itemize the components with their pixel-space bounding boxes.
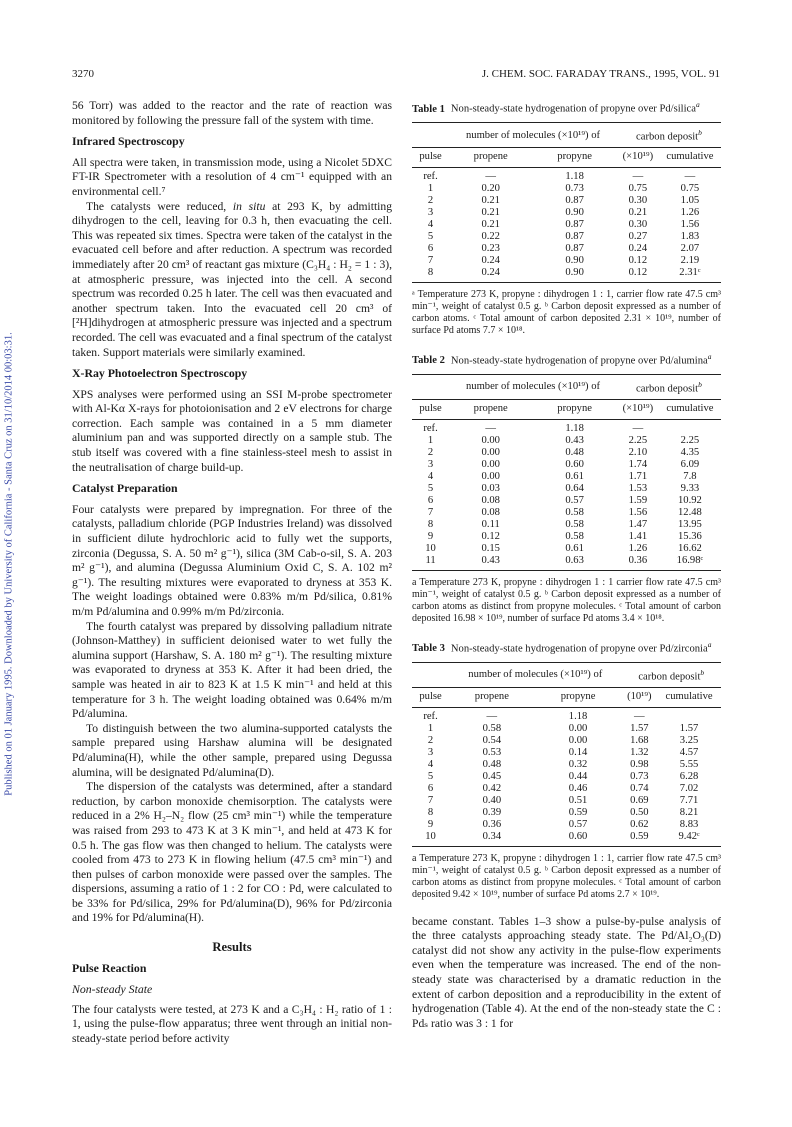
table-cell: 8 <box>427 518 434 530</box>
table-row <box>412 483 721 495</box>
table-cell: 0.15 <box>481 542 500 554</box>
table-title: Non-steady-state hydrogenation of propyne over Pd/alumina <box>450 355 708 367</box>
table-row <box>412 723 721 735</box>
table-cell <box>659 419 721 435</box>
table-cell: 8.21 <box>679 806 699 818</box>
table-cell: 0.73 <box>630 770 649 782</box>
header-carbon-label: carbon deposit <box>636 131 699 143</box>
table-cell: 2.19 <box>680 254 700 266</box>
table-cell: 0.60 <box>535 831 622 847</box>
table-cell: 0.58 <box>482 722 502 734</box>
table-row <box>412 207 721 219</box>
table-row <box>412 459 721 471</box>
table-cell: 0.12 <box>481 530 500 542</box>
table-cell: — <box>684 170 696 182</box>
header-molecules: number of molecules (×10¹⁹) of <box>449 663 621 688</box>
table-cell: 0.58 <box>565 518 584 530</box>
table-row <box>412 795 721 807</box>
table-block <box>412 639 721 901</box>
table-cell: 2 <box>427 446 434 458</box>
tables-container <box>412 99 721 901</box>
table-cell: 0.20 <box>481 182 500 194</box>
header-unit: (×10¹⁹) <box>617 147 659 167</box>
table-cell: 1.83 <box>680 230 700 242</box>
table-cell: 1 <box>427 434 434 446</box>
table-cell: 0.32 <box>568 758 588 770</box>
header-propyne: propyne <box>532 399 617 419</box>
table-title-footnote-mark: a <box>707 351 712 361</box>
table-cell: 1 <box>427 182 434 194</box>
table-title-footnote-mark: a <box>695 100 700 109</box>
table-subheader-row <box>412 399 721 419</box>
heading-infrared: Infrared Spectroscopy <box>72 134 185 149</box>
table-cell: 4 <box>427 218 434 230</box>
paragraph-non-steady-state: The four catalysts were tested, at 273 K and a C₃H₄ : H₂ ratio of 1 : 1, using the pulse-flow apparatus; three went through an initial non-steady-state period before activity <box>72 1002 392 1046</box>
table-cell: 1.32 <box>630 746 649 758</box>
table-header-row <box>412 663 721 688</box>
table-row <box>412 435 721 447</box>
table-cell: 0.21 <box>481 218 500 230</box>
table-cell: 10 <box>412 831 449 847</box>
table-row <box>412 819 721 831</box>
heading-results: Results <box>212 940 252 955</box>
table-row <box>412 419 721 435</box>
paragraph-ir-1: All spectra were taken, in transmission mode, using a Nicolet 5DXC FT-IR Spectrometer with a resolution of 4 cm⁻¹ equipped with an environmental cell.⁷ <box>72 155 392 198</box>
table-cell: 1.47 <box>628 518 648 530</box>
table-cell: 9.42ᶜ <box>657 831 721 847</box>
table-cell: 0.24 <box>449 267 532 283</box>
table-cell: 0.48 <box>482 758 502 770</box>
table-cell: 0.44 <box>568 770 588 782</box>
table-cell: 0.22 <box>481 230 500 242</box>
table-cell: 8 <box>412 267 449 283</box>
table-row <box>412 219 721 231</box>
table-row <box>412 507 721 519</box>
table-cell: 6 <box>427 782 434 794</box>
paragraph-catalyst-4: The dispersion of the catalysts was determined, after a standard reduction, by carbon monoxide chemisorption. The catalysts were reduced in a 2% H₂–N₂ flow (25 cm³ min⁻¹) while the temperature was raised from 293 to 473 K at 3 K min⁻¹, and held at 473 K for 0.5 h. The gas flow was then changed to helium. The catalysts were cooled from 473 to 273 K in flowing helium (47.5 cm³ min⁻¹) and then pulses of carbon monoxide were passed over the samples. The dispersions, assuming a ratio of 1 : 2 for CO : Pd, were calculated to be 33% for Pd/silica, 29% for Pd/alumina(D), 96% for Pd/zirconia and 19% for Pd/alumina(H). <box>72 780 392 925</box>
table-row <box>412 267 721 283</box>
table-number: Table 1 <box>412 103 445 115</box>
table-cell: 6 <box>427 242 434 254</box>
table-row <box>412 183 721 195</box>
table-cell: 0.74 <box>630 782 649 794</box>
table-cell: 0.53 <box>482 746 502 758</box>
table-cell: 9.33 <box>680 482 700 494</box>
header-pulse: pulse <box>412 399 449 419</box>
data-table <box>412 374 721 571</box>
table-cell: 7.71 <box>679 794 699 806</box>
table-caption <box>412 639 721 656</box>
table-cell: 0.69 <box>630 794 649 806</box>
table-cell: 16.62 <box>678 542 702 554</box>
header-unit: (10¹⁹) <box>622 687 658 707</box>
table-row <box>412 783 721 795</box>
table-cell: 2.31ᶜ <box>659 267 721 283</box>
right-column <box>412 99 721 1031</box>
table-cell: 1.26 <box>628 542 648 554</box>
table-cell: 10.92 <box>678 494 702 506</box>
table-cell: 1.59 <box>628 494 648 506</box>
header-propyne: propyne <box>535 687 622 707</box>
header-carbon-footnote-mark: b <box>698 380 702 390</box>
table-cell: 0.87 <box>565 242 584 254</box>
header-pulse: pulse <box>412 687 449 707</box>
heading-pulse-reaction: Pulse Reaction <box>72 960 147 975</box>
table-number: Table 3 <box>412 643 445 655</box>
table-cell: ref. <box>423 170 438 182</box>
header-carbon-label: carbon deposit <box>638 671 701 683</box>
table-cell: 12.48 <box>678 506 702 518</box>
table-cell: 13.95 <box>678 518 702 530</box>
table-cell: 7.8 <box>683 470 697 482</box>
table-cell: 5 <box>427 482 434 494</box>
header-carbon-label: carbon deposit <box>636 383 699 395</box>
table-cell: 0.98 <box>630 758 649 770</box>
table-cell: — <box>632 170 644 182</box>
table-cell: 6.09 <box>680 458 700 470</box>
table-cell: 1.05 <box>680 194 700 206</box>
table-cell: 5 <box>427 770 434 782</box>
table-cell: 16.98ᶜ <box>659 555 721 571</box>
table-cell: 0.57 <box>565 494 584 506</box>
table-cell: 0.59 <box>568 806 588 818</box>
paragraph-ir-2: The catalysts were reduced, in situ at 293 K, by admitting dihydrogen to the cell, leaving for 0.3 h, then evacuating the cell. This was repeated six times. Spectra were taken of the catalyst in the evacuated cell before and after reduction. A spectrum was recorded immediately after 20 cm³ of reactant gas mixture (C₃H₄ : H₂ = 1 : 3), at atmospheric pressure, was injected into the cell. A second spectrum was recorded 0.25 h later. The cell was then evacuated and another spectrum taken. Into the evacuated cell 20 cm³ of [²H]dihydrogen at atmospheric pressure was injected and a spectrum recorded. The cell was evacuated and a final spectrum of the catalyst taken. Support materials were similarly examined. <box>72 199 392 359</box>
table-cell: 0.73 <box>565 182 584 194</box>
header-cumulative: cumulative <box>657 687 721 707</box>
table-row <box>412 471 721 483</box>
table-cell: 0.27 <box>628 230 648 242</box>
table-cell: 0.45 <box>482 770 502 782</box>
table-cell: 0.58 <box>565 506 584 518</box>
table-cell: ref. <box>423 710 438 722</box>
table-cell: 6 <box>427 494 434 506</box>
table-cell: 0.62 <box>630 818 649 830</box>
table-cell: 4 <box>427 758 434 770</box>
table-cell: 2.25 <box>680 434 700 446</box>
table-cell: 0.75 <box>628 182 648 194</box>
table-title: Non-steady-state hydrogenation of propyne over Pd/silica <box>450 103 696 115</box>
table-cell: 0.36 <box>617 555 659 571</box>
table-cell: — <box>486 710 498 722</box>
table-cell: 0.61 <box>565 470 584 482</box>
table-row <box>412 555 721 571</box>
table-cell: 3 <box>427 206 434 218</box>
table-cell: 1.68 <box>630 734 649 746</box>
table-cell: 1 <box>427 722 434 734</box>
table-cell: 0.90 <box>565 206 584 218</box>
table-cell: 0.00 <box>481 434 500 446</box>
table-cell: 1.71 <box>628 470 648 482</box>
table-cell: 1.41 <box>628 530 648 542</box>
table-footnote: a Temperature 273 K, propyne : dihydrogen 1 : 1 carrier flow rate 47.5 cm³ min⁻¹, weight of catalyst 0.5 g. ᵇ Carbon deposit expressed as a number of carbon atoms as distinct from propyne molecules. ᶜ Total amount of carbon deposited 16.98 × 10¹⁹, number of surface Pd atoms 3.4 × 10¹⁸. <box>412 576 721 624</box>
table-cell: 7.02 <box>679 782 699 794</box>
header-cumulative: cumulative <box>659 399 721 419</box>
header-carbon-deposit <box>622 663 721 688</box>
header-propene: propene <box>449 147 532 167</box>
paragraph-catalyst-1: Four catalysts were prepared by impregnation. For three of the catalysts, palladium chloride (PGP Industries Ireland) was dissolved in sufficient dilute hydrochloric acid to fully wet the supports, zirconia (Degussa, S. A. 50 m² g⁻¹), silica (3M Cab-o-sil, S. A. 203 m² g⁻¹), and alumina (Degussa Aluminium Oxid C, S. A. 102 m² g⁻¹). The resulting mixtures were evaporated to dryness at 353 K. The weight loadings obtained were 0.83% m/m Pd/silica, 0.81% m/m Pd/alumina and 0.99% m/m Pd/zirconia. <box>72 502 392 618</box>
table-cell: 0.58 <box>565 530 584 542</box>
table-cell: 0.87 <box>565 230 584 242</box>
table-row <box>412 747 721 759</box>
table-cell: 8.83 <box>679 818 699 830</box>
table-row <box>412 231 721 243</box>
left-column <box>72 99 392 1047</box>
header-molecules: number of molecules (×10¹⁹) of <box>449 375 617 400</box>
table-cell: ref. <box>423 422 438 434</box>
table-subheader-row <box>412 687 721 707</box>
page-number: 3270 <box>72 68 94 80</box>
table-title-footnote-mark: a <box>707 639 712 649</box>
table-cell: 0.21 <box>481 206 500 218</box>
table-row <box>412 735 721 747</box>
table-block <box>412 99 721 337</box>
heading-xps: X-Ray Photoelectron Spectroscopy <box>72 366 248 381</box>
table-cell: 0.59 <box>622 831 658 847</box>
table-caption <box>412 351 721 368</box>
table-cell: 0.63 <box>532 555 617 571</box>
table-cell: 9 <box>427 530 434 542</box>
table-row <box>412 771 721 783</box>
table-cell: 0.90 <box>532 267 617 283</box>
table-cell: 0.00 <box>481 470 500 482</box>
table-cell: — <box>485 170 496 182</box>
provenance-note: Published on 01 January 1995. Downloaded by University of California - Santa Cruz on 31/10/2014 00:03:31. <box>3 331 15 796</box>
table-row <box>412 759 721 771</box>
header-pulse: pulse <box>412 147 449 167</box>
table-cell: 0.34 <box>449 831 535 847</box>
table-cell: 2 <box>427 734 434 746</box>
table-cell: 1.74 <box>628 458 648 470</box>
table-cell: 6.28 <box>679 770 699 782</box>
table-cell: 1.26 <box>680 206 700 218</box>
table-cell: 2 <box>427 194 434 206</box>
table-cell: — <box>634 710 645 722</box>
table-row <box>412 195 721 207</box>
table-cell: 7 <box>427 506 434 518</box>
table-cell: 0.11 <box>481 518 500 530</box>
table-cell: 0.54 <box>482 734 502 746</box>
table-cell: 0.03 <box>481 482 500 494</box>
data-table <box>412 662 721 847</box>
table-cell: — <box>485 422 496 434</box>
table-cell: 0.87 <box>565 218 584 230</box>
table-cell: 0.14 <box>568 746 588 758</box>
table-cell: 0.00 <box>568 722 588 734</box>
table-cell: 3 <box>427 458 434 470</box>
table-cell: 10 <box>425 542 436 554</box>
heading-non-steady-state: Non-steady State <box>72 982 153 997</box>
table-row <box>412 447 721 459</box>
table-cell: 2.07 <box>680 242 700 254</box>
paragraph-intro: 56 Torr) was added to the reactor and the rate of reaction was monitored by following the pressure fall of the system with time. <box>72 99 392 127</box>
paragraph-xps: XPS analyses were performed using an SSI M-probe spectrometer with Al-Kα X-rays for photoionisation and 2 eV electrons for charge correction. Each sample was contained in a 5 mm diameter aluminium pan and was supported directly on a sample stub. The stub itself was covered with a fine stainless-steel mesh to assist in the neutralisation of charge build-up. <box>72 387 392 474</box>
data-table <box>412 122 721 283</box>
table-cell: 15.36 <box>678 530 702 542</box>
table-cell: 0.21 <box>481 194 500 206</box>
table-number: Table 2 <box>412 355 445 367</box>
table-cell: 1.53 <box>628 482 648 494</box>
table-title: Non-steady-state hydrogenation of propyne over Pd/zirconia <box>450 643 708 655</box>
paragraph-results-continued: became constant. Tables 1–3 show a pulse-by-pulse analysis of the three catalysts approaching steady state. The Pd/Al₂O₃(D) catalyst did not show any activity in the pulse-flow experiments even when the temperature was increased. The end of the non-steady state was characterised by a dramatic reduction in the extent of carbon deposition and a reproducibility in the extent of hydrogenation (Table 4). At the end of the non-steady state the C : Pdₛ ratio was 3 : 1 for <box>412 914 721 1030</box>
provenance-sidebar <box>2 0 16 1127</box>
table-cell: 0.60 <box>565 458 584 470</box>
table-row <box>412 495 721 507</box>
table-cell: 11 <box>412 555 449 571</box>
table-cell: 0.40 <box>482 794 502 806</box>
table-row <box>412 543 721 555</box>
table-cell: 7 <box>427 254 434 266</box>
table-row <box>412 519 721 531</box>
header-carbon-deposit <box>617 123 721 148</box>
table-cell: 0.36 <box>482 818 502 830</box>
table-cell: — <box>632 422 644 434</box>
table-cell <box>657 707 721 723</box>
table-cell: 0.08 <box>481 494 500 506</box>
table-cell: 8 <box>427 806 434 818</box>
table-cell: 0.43 <box>565 434 584 446</box>
table-cell: 1.57 <box>630 722 649 734</box>
table-cell: 0.61 <box>565 542 584 554</box>
table-row <box>412 243 721 255</box>
table-subheader-row <box>412 147 721 167</box>
table-cell: 5 <box>427 230 434 242</box>
table-row <box>412 831 721 847</box>
table-cell: 0.24 <box>481 254 500 266</box>
header-propyne: propyne <box>532 147 617 167</box>
header-carbon-footnote-mark: b <box>700 668 705 678</box>
table-cell: 5.55 <box>679 758 699 770</box>
header-propene: propene <box>449 399 532 419</box>
header-cumulative: cumulative <box>659 147 721 167</box>
table-cell: 0.24 <box>628 242 648 254</box>
table-cell: 1.18 <box>565 170 584 182</box>
table-cell: 2.10 <box>628 446 648 458</box>
table-cell: 0.12 <box>617 267 659 283</box>
table-cell: 0.23 <box>481 242 500 254</box>
table-cell: 0.08 <box>481 506 500 518</box>
header-propene: propene <box>449 687 535 707</box>
journal-running-head: J. CHEM. SOC. FARADAY TRANS., 1995, VOL. 91 <box>481 68 720 80</box>
paragraph-catalyst-3: To distinguish between the two alumina-supported catalysts the sample prepared using Harshaw alumina will be designated Pd/alumina(H), while the other sample, prepared using Degussa alumina, will be designated Pd/alumina(D). <box>72 721 392 779</box>
table-header-row <box>412 123 721 148</box>
table-cell: 1.56 <box>680 218 700 230</box>
table-cell: 0.00 <box>481 446 500 458</box>
table-cell: 0.75 <box>680 182 700 194</box>
table-cell: 4.57 <box>679 746 699 758</box>
table-row <box>412 531 721 543</box>
table-cell: 0.00 <box>568 734 588 746</box>
table-cell: 0.43 <box>449 555 532 571</box>
paragraph-catalyst-2: The fourth catalyst was prepared by dissolving palladium nitrate (Johnson-Matthey) in sufficient deionised water to wet fully the alumina support (Harshaw, S. A. 180 m² g⁻¹). The resulting mixture was evaporated to dryness at 353 K. After it had been dried, the sample was heated in air to 823 K at 1.5 K min⁻¹ and held at this temperature for 3 h. The weight loading obtained was 0.64% m/m Pd/alumina. <box>72 619 392 721</box>
table-cell: 1.57 <box>679 722 699 734</box>
table-footnote: a Temperature 273 K, propyne : dihydrogen 1 : 1, carrier flow rate 47.5 cm³ min⁻¹, weight of catalyst 0.5 g. ᵇ Carbon deposit expressed as a number of carbon atoms as distinct from propyne molecules. ᶜ Total amount of carbon deposited 9.42 × 10¹⁹, number of surface Pd atoms 2.7 × 10¹⁹. <box>412 852 721 900</box>
table-cell: 1.56 <box>628 506 648 518</box>
table-cell: 0.50 <box>630 806 649 818</box>
table-cell: 7 <box>427 794 434 806</box>
table-cell: 0.39 <box>482 806 502 818</box>
table-cell: 3 <box>427 746 434 758</box>
table-cell: 0.30 <box>628 194 648 206</box>
header-carbon-deposit <box>617 375 721 400</box>
table-header-row <box>412 375 721 400</box>
table-row <box>412 167 721 183</box>
table-cell: 3.25 <box>679 734 699 746</box>
table-footnote: ᵃ Temperature 273 K, propyne : dihydrogen 1 : 1, carrier flow rate 47.5 cm³ min⁻¹, weight of catalyst 0.5 g. ᵇ Carbon deposit expressed as a number of carbon atoms. ᶜ Total amount of carbon deposited 2.31 × 10¹⁹, number of surface Pd atoms 7.7 × 10¹⁸. <box>412 288 721 336</box>
table-cell: 0.51 <box>568 794 588 806</box>
heading-catalyst-prep: Catalyst Preparation <box>72 481 178 496</box>
table-row <box>412 707 721 723</box>
table-caption <box>412 99 721 116</box>
table-cell: 0.21 <box>628 206 648 218</box>
table-row <box>412 255 721 267</box>
table-cell: 4.35 <box>680 446 700 458</box>
table-cell: 1.18 <box>565 422 584 434</box>
table-cell: 2.25 <box>628 434 648 446</box>
table-cell: 0.30 <box>628 218 648 230</box>
table-cell: 1.18 <box>568 710 588 722</box>
table-row <box>412 807 721 819</box>
table-cell: 0.12 <box>628 254 648 266</box>
table-cell: 4 <box>427 470 434 482</box>
table-cell: 0.64 <box>565 482 584 494</box>
table-cell: 0.46 <box>568 782 588 794</box>
table-cell: 0.87 <box>565 194 584 206</box>
table-cell: 9 <box>427 818 434 830</box>
table-block <box>412 351 721 625</box>
table-cell: 0.00 <box>481 458 500 470</box>
header-unit: (×10¹⁹) <box>617 399 659 419</box>
table-cell: 0.57 <box>568 818 588 830</box>
table-cell: 0.42 <box>482 782 502 794</box>
header-molecules: number of molecules (×10¹⁹) of <box>449 123 617 148</box>
header-carbon-footnote-mark: b <box>698 128 702 138</box>
table-cell: 0.90 <box>565 254 584 266</box>
table-cell: 0.48 <box>565 446 584 458</box>
